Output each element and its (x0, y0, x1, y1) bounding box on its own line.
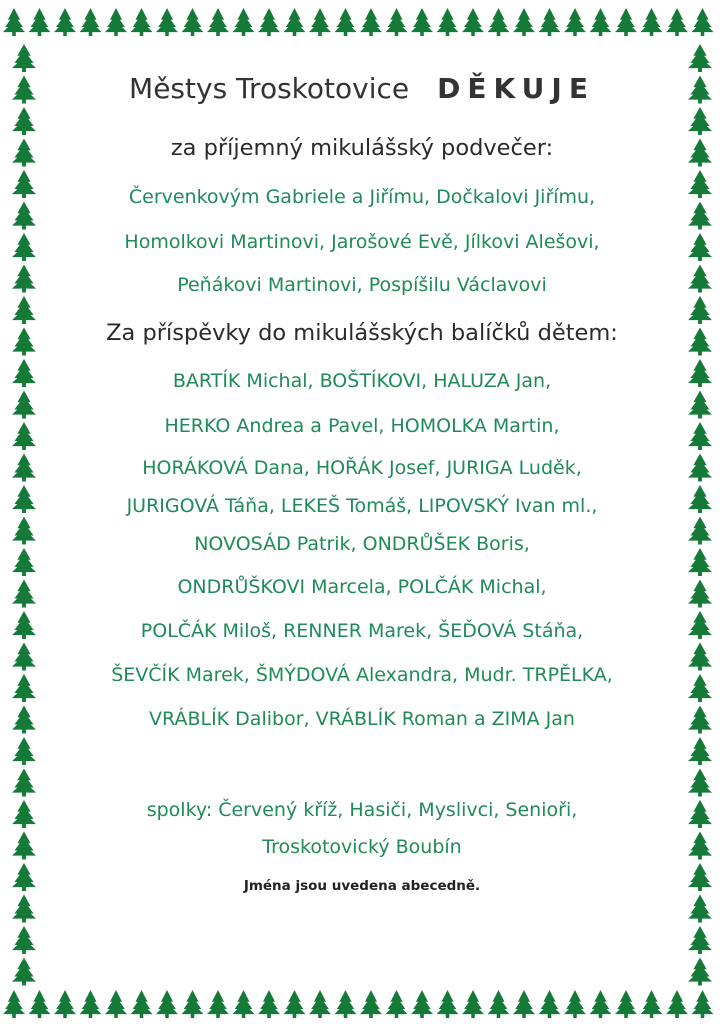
christmas-tree-icon (360, 8, 382, 36)
christmas-tree-icon (539, 8, 561, 36)
christmas-tree-icon (411, 990, 433, 1018)
christmas-tree-icon (335, 990, 357, 1018)
christmas-tree-icon (284, 990, 306, 1018)
christmas-tree-icon (539, 990, 561, 1018)
christmas-tree-icon (615, 990, 637, 1018)
christmas-tree-icon (688, 800, 712, 828)
christmas-tree-icon (12, 926, 36, 954)
christmas-tree-icon (105, 990, 127, 1018)
christmas-tree-icon (12, 328, 36, 356)
christmas-tree-icon (688, 359, 712, 387)
christmas-tree-icon (688, 391, 712, 419)
christmas-tree-icon (12, 611, 36, 639)
christmas-tree-icon (641, 8, 663, 36)
section2-line-3: HORÁKOVÁ Dana, HOŘÁK Josef, JURIGA Luděk, (142, 457, 582, 479)
christmas-tree-icon (590, 8, 612, 36)
christmas-tree-icon (688, 265, 712, 293)
christmas-tree-icon (258, 8, 280, 36)
christmas-tree-icon (462, 8, 484, 36)
christmas-tree-icon (12, 202, 36, 230)
christmas-tree-icon (12, 139, 36, 167)
christmas-tree-icon (12, 170, 36, 198)
christmas-tree-icon (688, 422, 712, 450)
christmas-tree-icon (12, 485, 36, 513)
christmas-tree-icon (12, 454, 36, 482)
christmas-tree-icon (437, 990, 459, 1018)
christmas-tree-icon (688, 548, 712, 576)
christmas-tree-icon (688, 769, 712, 797)
christmas-tree-icon (207, 8, 229, 36)
christmas-tree-icon (462, 990, 484, 1018)
christmas-tree-icon (12, 517, 36, 545)
christmas-tree-icon (12, 643, 36, 671)
christmas-tree-icon (688, 706, 712, 734)
christmas-tree-icon (105, 8, 127, 36)
title-town: Městys Troskotovice (129, 72, 410, 105)
christmas-tree-icon (12, 895, 36, 923)
christmas-tree-icon (360, 990, 382, 1018)
christmas-tree-icon (688, 328, 712, 356)
christmas-tree-icon (12, 107, 36, 135)
christmas-tree-icon (182, 990, 204, 1018)
christmas-tree-icon (54, 990, 76, 1018)
christmas-tree-icon (12, 44, 36, 72)
christmas-tree-icon (156, 990, 178, 1018)
christmas-tree-icon (12, 391, 36, 419)
christmas-tree-icon (80, 990, 102, 1018)
christmas-tree-icon (641, 990, 663, 1018)
christmas-tree-icon (233, 990, 255, 1018)
tree-border-left (0, 0, 44, 1024)
christmas-tree-icon (437, 8, 459, 36)
section2-heading: Za příspěvky do mikulášských balíčků dětem: (106, 320, 618, 346)
christmas-tree-icon (513, 8, 535, 36)
christmas-tree-icon (12, 359, 36, 387)
christmas-tree-icon (12, 422, 36, 450)
christmas-tree-icon (131, 990, 153, 1018)
christmas-tree-icon (12, 832, 36, 860)
section3-line-1: spolky: Červený kříž, Hasiči, Myslivci, Senioři, (146, 799, 578, 821)
section1-line-3: Peňákovi Martinovi, Pospíšilu Václavovi (177, 274, 547, 296)
christmas-tree-icon (386, 8, 408, 36)
christmas-tree-icon (688, 863, 712, 891)
christmas-tree-icon (513, 990, 535, 1018)
christmas-tree-icon (688, 832, 712, 860)
christmas-tree-icon (688, 674, 712, 702)
christmas-tree-icon (688, 139, 712, 167)
christmas-tree-icon (688, 611, 712, 639)
christmas-tree-icon (284, 8, 306, 36)
christmas-tree-icon (688, 517, 712, 545)
christmas-tree-icon (12, 800, 36, 828)
page-title (58, 72, 666, 105)
christmas-tree-icon (411, 8, 433, 36)
section2-line-4: JURIGOVÁ Táňa, LEKEŠ Tomáš, LIPOVSKÝ Ivan ml., (126, 495, 598, 517)
section1-line-2: Homolkovi Martinovi, Jarošové Evě, Jílkovi Alešovi, (124, 231, 600, 253)
christmas-tree-icon (688, 107, 712, 135)
christmas-tree-icon (590, 990, 612, 1018)
christmas-tree-icon (688, 580, 712, 608)
christmas-tree-icon (258, 990, 280, 1018)
christmas-tree-icon (688, 737, 712, 765)
christmas-tree-icon (688, 76, 712, 104)
christmas-tree-icon (488, 990, 510, 1018)
christmas-tree-icon (12, 769, 36, 797)
christmas-tree-icon (688, 170, 712, 198)
christmas-tree-icon (131, 8, 153, 36)
christmas-tree-icon (688, 44, 712, 72)
christmas-tree-icon (386, 990, 408, 1018)
tree-border-right (680, 0, 724, 1024)
christmas-tree-icon (688, 202, 712, 230)
alphabetical-note: Jména jsou uvedena abecedně. (243, 878, 481, 894)
christmas-tree-icon (688, 895, 712, 923)
section2-line-7: POLČÁK Miloš, RENNER Marek, ŠEĎOVÁ Stáňa, (140, 620, 584, 642)
christmas-tree-icon (688, 454, 712, 482)
christmas-tree-icon (12, 76, 36, 104)
tree-border-top (0, 0, 724, 40)
section1-heading: za příjemný mikulášský podvečer: (170, 135, 554, 161)
christmas-tree-icon (54, 8, 76, 36)
christmas-tree-icon (309, 8, 331, 36)
section1-line-1: Červenkovým Gabriele a Jiřímu, Dočkalovi Jiřímu, (128, 186, 596, 208)
christmas-tree-icon (12, 296, 36, 324)
christmas-tree-icon (80, 8, 102, 36)
section2-line-1: BARTÍK Michal, BOŠTÍKOVI, HALUZA Jan, (172, 370, 552, 392)
christmas-tree-icon (688, 643, 712, 671)
christmas-tree-icon (564, 990, 586, 1018)
christmas-tree-icon (182, 8, 204, 36)
section3-line-2: Troskotovický Boubín (262, 836, 462, 858)
christmas-tree-icon (688, 485, 712, 513)
christmas-tree-icon (688, 958, 712, 986)
christmas-tree-icon (12, 265, 36, 293)
christmas-tree-icon (12, 737, 36, 765)
section2-line-2: HERKO Andrea a Pavel, HOMOLKA Martin, (164, 415, 560, 437)
christmas-tree-icon (12, 958, 36, 986)
christmas-tree-icon (688, 926, 712, 954)
title-thanks: DĚKUJE (437, 72, 595, 105)
christmas-tree-icon (12, 863, 36, 891)
section2-line-5: NOVOSÁD Patrik, ONDRŮŠEK Boris, (194, 533, 530, 555)
christmas-tree-icon (156, 8, 178, 36)
christmas-tree-icon (233, 8, 255, 36)
christmas-tree-icon (564, 8, 586, 36)
christmas-tree-icon (12, 233, 36, 261)
christmas-tree-icon (207, 990, 229, 1018)
christmas-tree-icon (12, 548, 36, 576)
section2-line-8: ŠEVČÍK Marek, ŠMÝDOVÁ Alexandra, Mudr. TRPĚLKA, (111, 664, 613, 686)
tree-border-bottom (0, 986, 724, 1024)
christmas-tree-icon (309, 990, 331, 1018)
christmas-tree-icon (12, 706, 36, 734)
christmas-tree-icon (488, 8, 510, 36)
section2-line-9: VRÁBLÍK Dalibor, VRÁBLÍK Roman a ZIMA Jan (149, 708, 575, 730)
christmas-tree-icon (688, 296, 712, 324)
christmas-tree-icon (12, 674, 36, 702)
christmas-tree-icon (688, 233, 712, 261)
section2-line-6: ONDRŮŠKOVI Marcela, POLČÁK Michal, (177, 576, 547, 598)
christmas-tree-icon (615, 8, 637, 36)
christmas-tree-icon (12, 580, 36, 608)
christmas-tree-icon (335, 8, 357, 36)
